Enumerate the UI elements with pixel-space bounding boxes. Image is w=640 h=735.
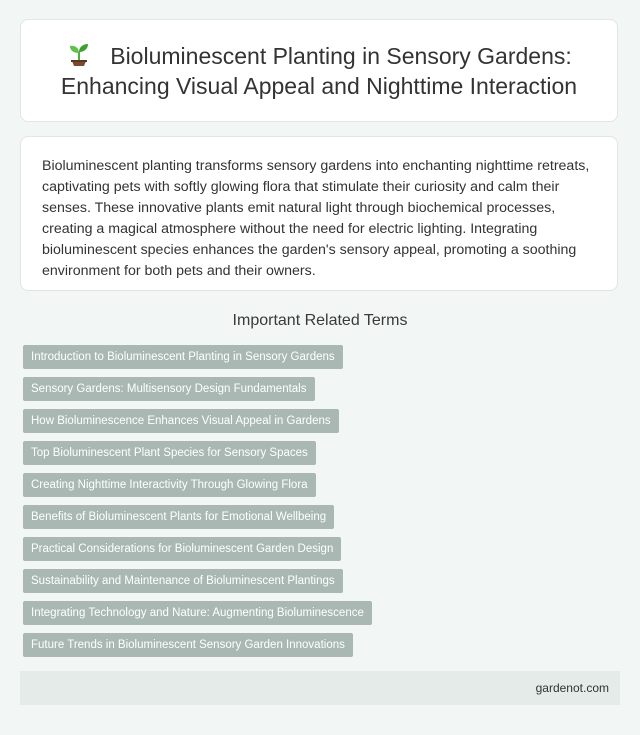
page-title-text: Bioluminescent Planting in Sensory Gardens: Enhancing Visual Appeal and Nighttime Interaction <box>60 42 578 99</box>
related-term-link[interactable]: Creating Nighttime Interactivity Through Glowing Flora <box>23 473 316 497</box>
footer-bar <box>20 671 620 705</box>
title-card <box>20 19 618 122</box>
related-term-link[interactable]: Sustainability and Maintenance of Bioluminescent Plantings <box>23 569 343 593</box>
description-text: Bioluminescent planting transforms sensory gardens into enchanting nighttime retreats, captivating pets with softly glowing flora that stimulate their curiosity and calm their senses. These innovative plants emit natural light through biochemical processes, creating a magical atmosphere without the need for electric lighting. Integrating bioluminescent species enhances the garden's sensory appeal, promoting a soothing environment for both pets and their owners. <box>42 158 590 279</box>
related-term-link[interactable]: Practical Considerations for Bioluminescent Garden Design <box>23 537 341 561</box>
related-terms-heading: Important Related Terms <box>232 312 408 329</box>
related-term-link[interactable]: Future Trends in Bioluminescent Sensory Garden Innovations <box>23 633 353 657</box>
related-terms-list <box>23 345 372 665</box>
page-title <box>21 41 617 101</box>
sprout-icon <box>66 41 92 67</box>
related-term-link[interactable]: Integrating Technology and Nature: Augmenting Bioluminescence <box>23 601 372 625</box>
related-term-link[interactable]: Benefits of Bioluminescent Plants for Emotional Wellbeing <box>23 505 334 529</box>
related-term-link[interactable]: How Bioluminescence Enhances Visual Appeal in Gardens <box>23 409 339 433</box>
description-card <box>20 136 618 291</box>
related-term-link[interactable]: Introduction to Bioluminescent Planting in Sensory Gardens <box>23 345 343 369</box>
related-term-link[interactable]: Sensory Gardens: Multisensory Design Fundamentals <box>23 377 315 401</box>
footer-site-name[interactable]: gardenot.com <box>535 681 609 695</box>
related-term-link[interactable]: Top Bioluminescent Plant Species for Sensory Spaces <box>23 441 316 465</box>
